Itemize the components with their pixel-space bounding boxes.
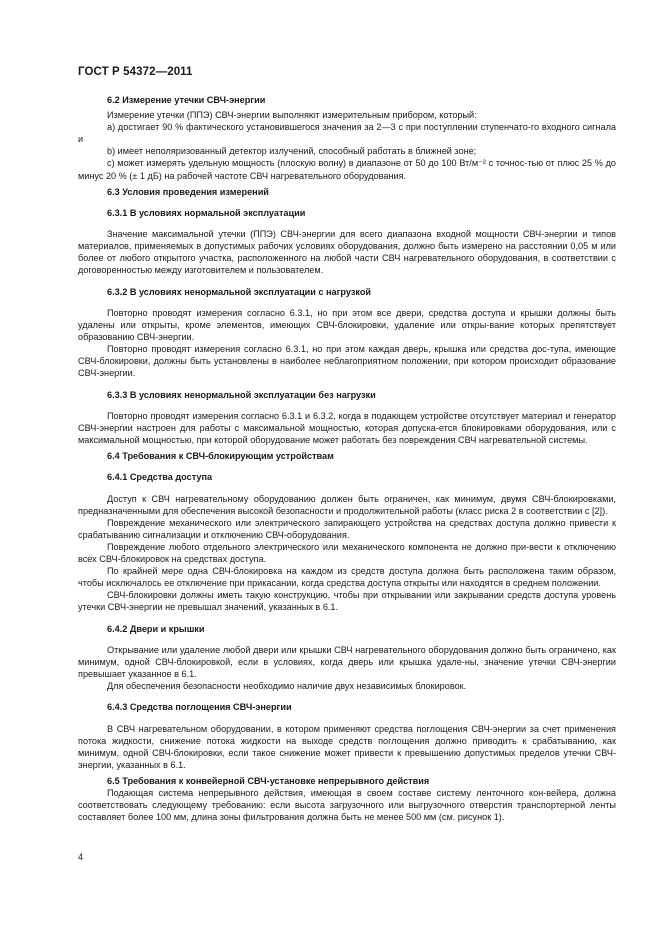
section-heading: 6.5 Требования к конвейерной СВЧ-установке непрерывного действия <box>107 776 430 786</box>
paragraph: В СВЧ нагревательном оборудовании, в котором применяют средства поглощения СВЧ-энергии за счет применения потока жидкости, снижение потока жидкости на выходе средств поглощения должно приводить к срабатыванию, как минимум, одной СВЧ-блокировки, если такое снижение может привести к превышению допустимых пределов утечки СВЧ-энергии, указанных в 6.1. <box>78 723 616 770</box>
paragraph: Повторно проводят измерения согласно 6.3.1, но при этом каждая дверь, крышка или средства дос-тупа, имеющие СВЧ-блокировки, должны быть установлены в наиболее неблагоприятном положении, при котором происходит образование СВЧ-энергии. <box>78 344 616 379</box>
section-heading: 6.4 Требования к СВЧ-блокирующим устройствам <box>107 451 334 462</box>
paragraph: Значение максимальной утечки (ППЭ) СВЧ-энергии для всего диапазона входной мощности СВЧ-энергии и типов материалов, применяемых в допустимых рабочих условиях оборудования, должно быть измерено на расстоянии 0,05 м или более от любого открытого участка, расположенного на любой части СВЧ нагревательного оборудования, в соответствии с договоренностью между изготовителем и пользователем. <box>78 229 616 276</box>
document-body <box>78 94 616 823</box>
paragraph: a) достигает 90 % фактического установившегося значения за 2—3 с при поступлении ступенчато-го входного сигнала и <box>78 122 616 145</box>
paragraph: Измерение утечки (ППЭ) СВЧ-энергии выполняют измерительным прибором, который: <box>107 110 477 121</box>
paragraph: Повторно проводят измерения согласно 6.3.1, но при этом все двери, средства доступа и крышки должны быть удалены или открыты, кроме элементов, имеющих СВЧ-блокировки, удаление или откры-вание которых препятствует образованию СВЧ-энергии. <box>78 307 616 343</box>
section-heading: 6.2 Измерение утечки СВЧ-энергии <box>107 95 266 105</box>
paragraph: Доступ к СВЧ нагревательному оборудованию должен быть ограничен, как минимум, двумя СВЧ-блокировками, предназначенными для обеспечения высокой безопасности и продолжительной работы (класс риска 2 в соответствии с [2]). <box>78 493 616 516</box>
section-heading: 6.4.2 Двери и крышки <box>107 623 205 634</box>
paragraph: c) может измерять удельную мощность (плоскую волну) в диапазоне от 50 до 100 Вт/м⁻² с точнос-тью от плюс 25 % до минус 20 % (± 1 дБ) на рабочей частоте СВЧ нагревательного оборудования. <box>78 158 616 181</box>
section-heading: 6.3.3 В условиях ненормальной эксплуатации без нагрузки <box>107 389 376 400</box>
paragraph: По крайней мере одна СВЧ-блокировка на каждом из средств доступа должна быть расположена таким образом, чтобы исключалось ее отключение при прикасании, когда средства доступа открыты или находятся в среднем положении. <box>78 566 616 589</box>
section-heading: 6.4.1 Средства доступа <box>107 472 213 483</box>
page-number: 4 <box>78 852 84 862</box>
paragraph: Повреждение любого отдельного электрического или механического компонента не должно при-вести к отключению всех СВЧ-блокировок на средствах доступа. <box>78 541 616 565</box>
section-heading: 6.3.2 В условиях ненормальной эксплуатации с нагрузкой <box>107 286 372 297</box>
paragraph: СВЧ-блокировки должны иметь такую конструкцию, чтобы при открывании или закрывании средств доступа уровень утечки СВЧ-энергии не превышал значений, указанных в 6.1. <box>78 590 616 613</box>
paragraph: Для обеспечения безопасности необходимо наличие двух независимых блокировок. <box>107 681 467 692</box>
section-heading: 6.4.3 Средства поглощения СВЧ-энергии <box>107 702 292 713</box>
section-heading: 6.3 Условия проведения измерений <box>107 186 269 197</box>
document-code: ГОСТ Р 54372—2011 <box>78 66 193 78</box>
paragraph: Подающая система непрерывного действия, имеющая в своем составе систему ленточного кон-вейера, должна соответствовать следующему требованию: если высота загрузочного или выгрузочного отверстия транспортерной ленты составляет более 100 мм, длина зоны фильтрования должна быть не менее 500 мм (см. рисунок 1). <box>78 788 616 823</box>
section-heading: 6.3.1 В условиях нормальной эксплуатации <box>107 207 306 218</box>
paragraph: Открывание или удаление любой двери или крышки СВЧ нагревательного оборудования должно быть ограничено, как минимум, одной СВЧ-блокировкой, если в условиях, когда дверь или крышка удале-ны, значение утечки СВЧ-энергии превышает указанное в 6.1. <box>78 644 616 680</box>
paragraph: b) имеет неполяризованный детектор излучений, способный работать в ближней зоне; <box>107 146 477 157</box>
paragraph: Повреждение механического или электрического запирающего устройства на средствах доступа должно привести к срабатыванию сигнализации и отключению СВЧ-оборудования. <box>78 517 616 540</box>
paragraph: Повторно проводят измерения согласно 6.3.1 и 6.3.2, когда в подающем устройстве отсутствует материал и генератор СВЧ-энергии настроен для работы с максимальной мощностью, которая допуска-ется блокировками оборудования, или с максимальной мощностью, при которой оборудование может работать без повреждения СВЧ нагревательной системы. <box>78 410 616 445</box>
